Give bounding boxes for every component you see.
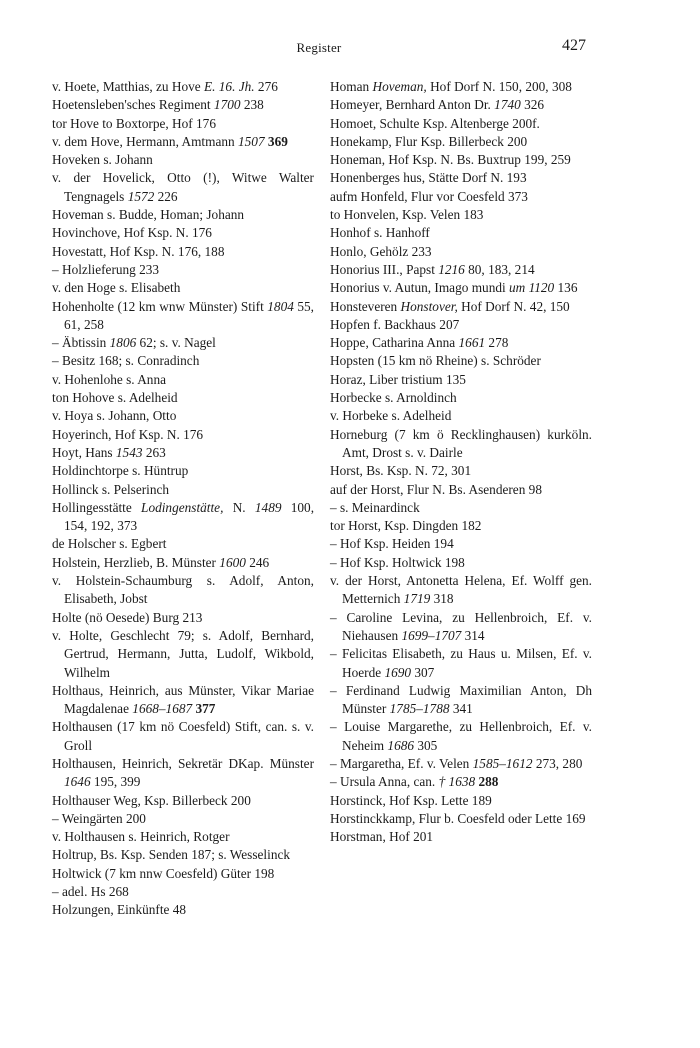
entry-text: – Weingärten 200 <box>52 810 146 826</box>
entry-text: 1543 <box>115 444 143 460</box>
index-entry <box>52 96 314 114</box>
index-entry <box>52 810 314 828</box>
entry-text: Honekamp, Flur Ksp. Billerbeck 200 <box>330 133 528 149</box>
entry-text: 1699–1707 <box>401 627 462 643</box>
index-entry <box>330 407 592 425</box>
entry-text: Holthausen, Heinrich, Sekretär DKap. Münster <box>52 755 314 771</box>
entry-text: 1507 <box>238 133 265 149</box>
index-entry <box>52 535 314 553</box>
index-entry <box>52 846 314 864</box>
index-entry <box>52 682 314 719</box>
entry-text: Hof Dorf N. 42, 150 <box>457 298 570 314</box>
entry-text: Horstinckkamp, Flur b. Coesfeld oder Lette 169 <box>330 810 586 826</box>
entry-text: 326 <box>520 97 545 113</box>
index-entry <box>330 462 592 480</box>
entry-text: 318 <box>430 591 454 607</box>
entry-text: um 1120 <box>509 280 555 296</box>
entry-text: Holtrup, Bs. Ksp. Senden 187; s. Wesselinck <box>52 847 291 863</box>
entry-text: 1661 <box>458 335 486 351</box>
entry-text: Hopfen f. Backhaus 207 <box>330 316 460 332</box>
entry-text: v. Holthausen s. Heinrich, Rotger <box>52 829 230 845</box>
index-entry <box>330 517 592 535</box>
index-entry <box>330 78 592 96</box>
entry-text: Homan <box>330 79 373 94</box>
entry-text: 369 <box>267 133 288 149</box>
entry-text: Horstinck, Hof Ksp. Lette 189 <box>330 792 492 808</box>
entry-text: Homeyer, Bernhard Anton Dr. <box>330 97 495 113</box>
entry-text: 273, 280 <box>532 755 583 771</box>
index-entry <box>330 224 592 242</box>
index-entry <box>330 572 592 609</box>
entry-text: Horbecke s. Arnoldinch <box>330 390 457 406</box>
entry-text: Hovestatt, Hof Ksp. N. 176, 188 <box>52 243 225 259</box>
entry-text: Hollinck s. Pelserinch <box>52 481 170 497</box>
index-entry <box>330 554 592 572</box>
entry-text: – Hof Ksp. Holtwick 198 <box>330 554 465 570</box>
index-entry <box>52 169 314 206</box>
entry-text: Holthauser Weg, Ksp. Billerbeck 200 <box>52 792 251 808</box>
index-entry <box>52 609 314 627</box>
entry-text: E. 16. Jh. <box>204 79 255 94</box>
index-entry <box>330 206 592 224</box>
entry-text: v. Hoya s. Johann, Otto <box>52 408 177 424</box>
entry-text: – Ferdinand Ludwig Maximilian Anton, Dh Münster <box>330 682 592 717</box>
index-entry <box>52 261 314 279</box>
index-entry <box>330 243 592 261</box>
entry-text: N. <box>223 499 255 515</box>
entry-text: Holzungen, Einkünfte 48 <box>52 902 187 918</box>
index-entry <box>330 499 592 517</box>
entry-text: Holthausen (17 km nö Coesfeld) Stift, can. s. v. Groll <box>52 719 314 753</box>
index-entry <box>330 169 592 187</box>
entry-text: auf der Horst, Flur N. Bs. Asenderen 98 <box>330 481 542 497</box>
index-entry <box>52 352 314 370</box>
entry-text: Honeman, Hof Ksp. N. Bs. Buxtrup 199, 259 <box>330 152 571 168</box>
entry-text: 278 <box>485 335 509 351</box>
index-entry <box>52 572 314 609</box>
index-entry <box>52 481 314 499</box>
entry-text: 1668–1687 <box>132 701 193 717</box>
index-entry <box>52 627 314 682</box>
index-entry <box>330 609 592 646</box>
index-entry <box>52 389 314 407</box>
entry-text: Horstman, Hof 201 <box>330 829 434 845</box>
page-header <box>52 37 586 60</box>
entry-text: ton Hohove s. Adelheid <box>52 390 178 406</box>
index-entry <box>330 188 592 206</box>
entry-text: v. Hohenlohe s. Anna <box>52 371 166 387</box>
entry-text: 377 <box>195 701 216 717</box>
entry-text: Hoveman s. Budde, Homan; Johann <box>52 207 245 223</box>
entry-text: Lodingenstätte, <box>141 499 224 515</box>
entry-text: 305 <box>414 737 438 753</box>
entry-text: 1700 <box>213 97 241 113</box>
entry-text: Hoveman, <box>372 79 427 94</box>
index-entry <box>330 316 592 334</box>
entry-text: v. Horbeke s. Adelheid <box>330 408 452 424</box>
entry-text: Honenberges hus, Stätte Dorf N. 193 <box>330 170 527 186</box>
entry-text: 1646 <box>64 774 91 790</box>
entry-text: – Felicitas Elisabeth, zu Haus u. Milsen, Ef. v. Hoerde <box>330 646 592 680</box>
entry-text: 100, 154, 192, 373 <box>64 499 315 534</box>
entry-text: 1690 <box>384 664 412 680</box>
index-entry <box>330 645 592 682</box>
index-entry <box>330 115 592 133</box>
index-entry <box>52 334 314 352</box>
entry-text: Hohenholte (12 km wnw Münster) Stift <box>52 298 268 314</box>
index-entry <box>52 426 314 444</box>
index-entry <box>330 535 592 553</box>
index-entry <box>330 828 592 846</box>
index-entry <box>330 133 592 151</box>
index-entry <box>52 792 314 810</box>
index-entry <box>52 462 314 480</box>
index-entry <box>330 810 592 828</box>
entry-text: to Honvelen, Ksp. Velen 183 <box>330 207 484 223</box>
entry-text: 1489 <box>254 499 282 515</box>
index-entry <box>330 426 592 463</box>
running-title: Register <box>296 40 342 55</box>
entry-text: 195, 399 <box>90 774 141 790</box>
entry-text: – s. Meinardinck <box>330 499 420 515</box>
entry-text: Holte (nö Oesede) Burg 213 <box>52 609 203 625</box>
entry-text: 55, 61, 258 <box>64 298 314 332</box>
entry-text: Holstein, Herzlieb, B. Münster <box>52 554 220 570</box>
index-entry <box>330 755 592 773</box>
index-entry <box>330 718 592 755</box>
index-entry <box>52 298 314 335</box>
entry-text: Holdinchtorpe s. Hüntrup <box>52 463 189 479</box>
entry-text: 1740 <box>494 97 521 113</box>
page-number: 427 <box>562 37 586 54</box>
entry-text: 1719 <box>403 591 431 607</box>
index-entry <box>330 792 592 810</box>
entry-text: 1572 <box>127 188 155 204</box>
entry-text: Honorius v. Autun, Imago mundi <box>330 280 510 296</box>
entry-text: Horneburg (7 km ö Recklinghausen) kurköln. Amt, Drost s. v. Dairle <box>330 426 592 460</box>
entry-text: 1686 <box>387 737 415 753</box>
entry-text: – Ursula Anna, can. <box>330 774 439 790</box>
index-entry <box>330 261 592 279</box>
entry-text: † 1638 <box>438 774 476 790</box>
entry-text: Horaz, Liber tristium 135 <box>330 371 466 387</box>
index-column-left <box>52 78 314 920</box>
index-entry <box>52 883 314 901</box>
index-entry <box>330 371 592 389</box>
entry-text: 263 <box>142 444 166 460</box>
index-entry <box>52 133 314 151</box>
entry-text: 1785–1788 <box>389 701 450 717</box>
index-column-right <box>330 78 592 846</box>
entry-text: – Margaretha, Ef. v. Velen <box>330 755 473 771</box>
entry-text: 238 <box>240 97 264 113</box>
entry-text: Holthaus, Heinrich, aus Münster, Vikar Mariae Magdalenae <box>52 682 314 717</box>
entry-text: Honlo, Gehölz 233 <box>330 243 432 259</box>
index-entry <box>330 96 592 114</box>
entry-text: tor Hove to Boxtorpe, Hof 176 <box>52 115 216 131</box>
entry-text: Hovinchove, Hof Ksp. N. 176 <box>52 225 212 241</box>
entry-text: Hoppe, Catharina Anna <box>330 335 459 351</box>
entry-text: 1600 <box>219 554 246 570</box>
entry-text: Hof Dorf N. 150, 200, 308 <box>426 79 572 94</box>
entry-text: – Hof Ksp. Heiden 194 <box>330 536 454 552</box>
index-entry <box>330 279 592 297</box>
index-entry <box>330 352 592 370</box>
index-entry <box>52 206 314 224</box>
entry-text: – Besitz 168; s. Conradinch <box>52 353 200 369</box>
entry-text: 314 <box>461 627 485 643</box>
entry-text: 307 <box>411 664 435 680</box>
entry-text: Hoetensleben'sches Regiment <box>52 97 214 113</box>
index-entry <box>52 78 314 96</box>
entry-text: Honhof s. Hanhoff <box>330 225 430 241</box>
index-entry <box>52 718 314 755</box>
entry-text: 1804 <box>267 298 294 314</box>
entry-text: – adel. Hs 268 <box>52 884 129 900</box>
entry-text: v. der Hovelick, Otto (!), Witwe Walter Tengnagels <box>52 170 314 204</box>
entry-text: Holtwick (7 km nnw Coesfeld) Güter 198 <box>52 865 275 881</box>
entry-text: Hoyerinch, Hof Ksp. N. 176 <box>52 426 204 442</box>
entry-text: Honstover, <box>400 298 458 314</box>
entry-text: – Caroline Levina, zu Hellenbroich, Ef. v. Niehausen <box>330 609 592 643</box>
index-entry <box>52 755 314 792</box>
entry-text: tor Horst, Ksp. Dingden 182 <box>330 518 482 534</box>
index-entry <box>52 407 314 425</box>
index-entry <box>330 682 592 719</box>
index-entry <box>52 243 314 261</box>
entry-text: 341 <box>449 701 473 717</box>
entry-text: – Äbtissin <box>52 335 110 351</box>
entry-text: de Holscher s. Egbert <box>52 536 167 552</box>
entry-text: Hoyt, Hans <box>52 444 116 460</box>
entry-text: 1806 <box>109 335 137 351</box>
entry-text: 1585–1612 <box>472 755 533 771</box>
entry-text: v. dem Hove, Hermann, Amtmann <box>52 133 238 149</box>
entry-text: Hopsten (15 km nö Rheine) s. Schröder <box>330 353 541 369</box>
entry-text: 288 <box>478 774 499 790</box>
index-entry <box>52 554 314 572</box>
entry-text: 62; s. v. Nagel <box>136 335 216 351</box>
entry-text: v. der Horst, Antonetta Helena, Ef. Wolff gen. Metternich <box>330 573 592 607</box>
index-entry <box>330 334 592 352</box>
entry-text: v. Holte, Geschlecht 79; s. Adolf, Bernhard, Gertrud, Hermann, Jutta, Ludolf, Wikbold, Wilhelm <box>52 627 314 680</box>
entry-text: Homoet, Schulte Ksp. Altenberge 200f. <box>330 115 540 131</box>
entry-text: aufm Honfeld, Flur vor Coesfeld 373 <box>330 188 528 204</box>
entry-text: v. den Hoge s. Elisabeth <box>52 280 181 296</box>
entry-text: v. Holstein-Schaumburg s. Adolf, Anton, Elisabeth, Jobst <box>52 573 314 607</box>
entry-text: 276 <box>254 79 278 94</box>
entry-text: 226 <box>154 188 178 204</box>
index-entry <box>330 389 592 407</box>
entry-text: 80, 183, 214 <box>464 261 535 277</box>
entry-text: – Louise Margarethe, zu Hellenbroich, Ef. v. Neheim <box>330 719 592 753</box>
index-entry <box>52 151 314 169</box>
entry-text: Honorius III., Papst <box>330 261 439 277</box>
index-entry <box>52 224 314 242</box>
entry-text: – Holzlieferung 233 <box>52 261 160 277</box>
index-entry <box>330 151 592 169</box>
index-entry <box>330 298 592 316</box>
entry-text: Hollingesstätte <box>52 499 142 515</box>
index-entry <box>52 865 314 883</box>
index-entry <box>52 115 314 133</box>
entry-text: 136 <box>554 280 578 296</box>
entry-text: Horst, Bs. Ksp. N. 72, 301 <box>330 463 472 479</box>
entry-text: 1216 <box>438 261 465 277</box>
entry-text: Honsteveren <box>330 298 401 314</box>
entry-text: v. Hoete, Matthias, zu Hove <box>52 79 205 94</box>
index-entry <box>330 773 592 791</box>
index-entry <box>52 499 314 536</box>
index-entry <box>330 481 592 499</box>
index-entry <box>52 371 314 389</box>
index-entry <box>52 279 314 297</box>
index-entry <box>52 901 314 919</box>
index-entry <box>52 444 314 462</box>
entry-text: 246 <box>245 554 270 570</box>
index-entry <box>52 828 314 846</box>
entry-text: Hoveken s. Johann <box>52 152 153 168</box>
